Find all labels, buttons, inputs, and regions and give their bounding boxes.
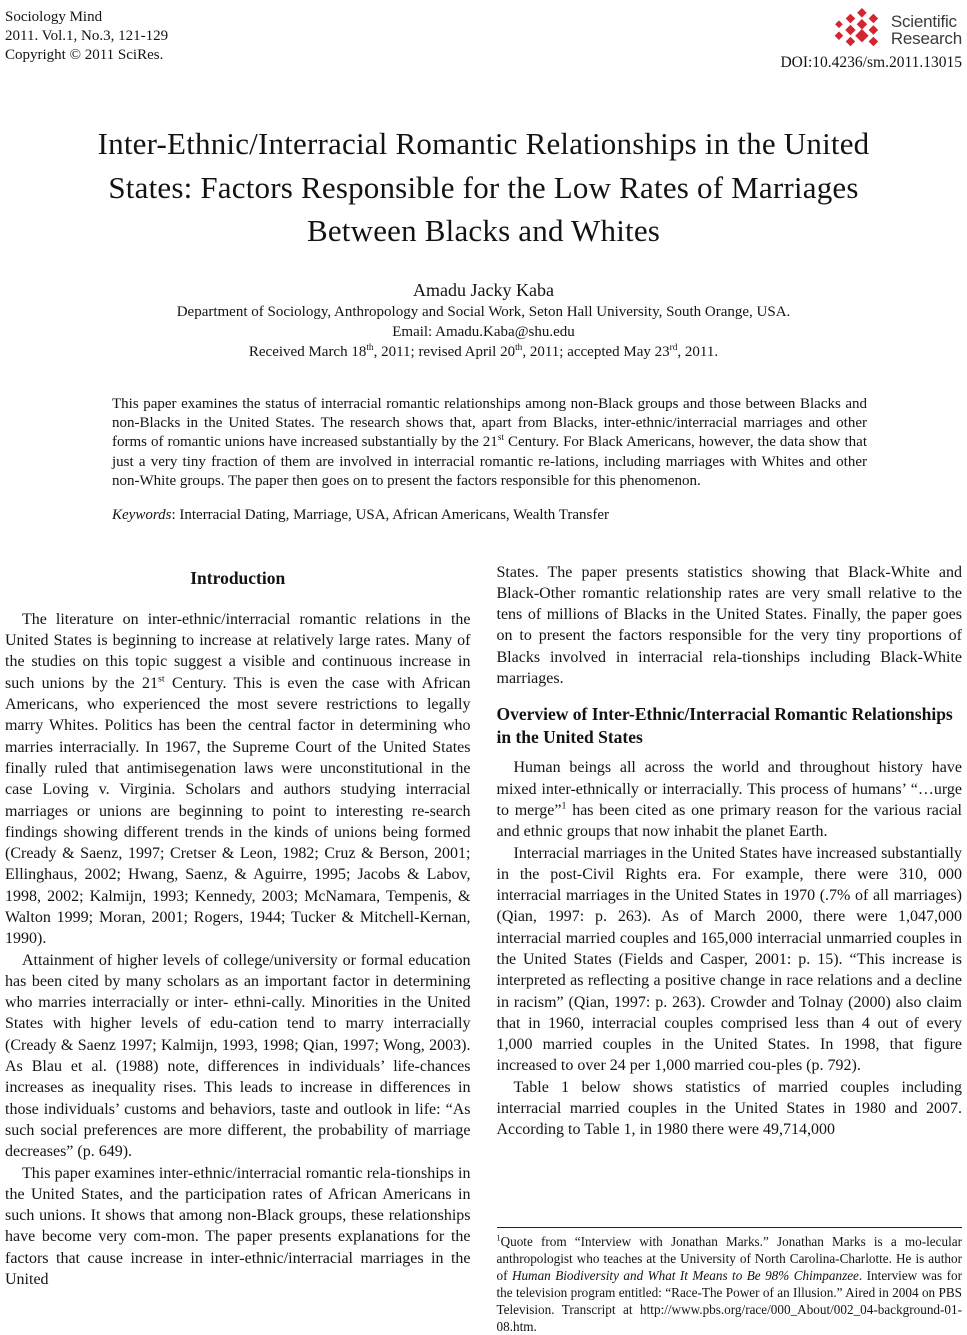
received-sup: rd bbox=[669, 342, 678, 353]
article-title bbox=[5, 122, 962, 253]
section-heading-overview: Overview of Inter-Ethnic/Interracial Romantic Relationships in the United States bbox=[496, 704, 953, 747]
paragraph: This paper examines inter-ethnic/interracial romantic rela-tionships in the United States, and the participation rates of African Americans in such unions. It shows that among non-Black groups, these relationships have become very com-mon. The paper presents explanations for the factors that cause increase in inter-ethnic/interracial marriages in the United bbox=[5, 1164, 471, 1289]
paragraph-text: Human beings all across the world and throughout history have mixed inter-ethnically or interracially. This process of humans’ “…urge to merge” bbox=[496, 759, 962, 819]
title-line-2: States: Factors Responsible for the Low Rates of Marriages bbox=[108, 169, 859, 205]
publisher-name bbox=[891, 13, 962, 47]
abstract-superscript: st bbox=[497, 433, 505, 444]
doi: DOI:10.4236/sm.2011.13015 bbox=[780, 54, 962, 71]
author-affiliation: Department of Sociology, Anthropology and Social Work, Seton Hall University, South Orange, USA. bbox=[176, 303, 791, 320]
abstract-text: This paper examines the status of interracial romantic relationships among non-Black groups and those between Blacks and non-Blacks in the United States. The research shows that, apart from Blacks, inter-ethnic/interracial marriages and other forms of romantic unions have increased substantially by the 21 bbox=[112, 395, 867, 451]
received-seg: , 2011; revised April 20 bbox=[373, 343, 516, 360]
received-dates bbox=[5, 342, 962, 362]
journal-info bbox=[5, 8, 168, 65]
received-sup: th bbox=[515, 342, 523, 353]
masthead-right bbox=[780, 8, 962, 72]
keywords-line bbox=[112, 507, 867, 524]
title-line-3: Between Blacks and Whites bbox=[306, 213, 661, 248]
journal-name: Sociology Mind bbox=[5, 9, 103, 25]
journal-issue: 2011. Vol.1, No.3, 121-129 bbox=[5, 28, 169, 44]
footnote-text: . Interview was for the television program entitled: “Race-The Power of an Illusion.” Aired in 2004 on PBS Television. Transcript at http://www.pbs.org/race/000_About/002_04-background-01-08.htm. bbox=[496, 1268, 962, 1334]
publisher-name-line1: Scientific bbox=[890, 12, 957, 31]
publisher-name-line2: Research bbox=[890, 29, 962, 48]
received-seg: , 2011; accepted May 23 bbox=[522, 343, 670, 360]
paragraph bbox=[5, 609, 471, 950]
paragraph bbox=[497, 757, 963, 842]
publisher-logo-block bbox=[834, 8, 962, 52]
paragraph-text: has been cited as one primary reason for the various racial and ethnic groups that now inhabit the planet Earth. bbox=[496, 801, 962, 841]
section-heading-introduction: Introduction bbox=[190, 567, 286, 588]
author-name: Amadu Jacky Kaba bbox=[413, 279, 554, 300]
article-body bbox=[5, 562, 962, 1335]
masthead bbox=[5, 8, 962, 72]
footnote bbox=[497, 1227, 963, 1335]
paragraph-continuation: States. The paper presents statistics showing that Black-White and Black-Other romantic relationship rates are very small relative to the tens of millions of Blacks in the United States. Finally, the paper goes on to present the factors responsible for the very tiny proportions of Blacks involved in interracial rela-tionships including Black-White marriages. bbox=[496, 563, 962, 688]
footnote-reference: 1 bbox=[561, 800, 567, 812]
footnote-marker: 1 bbox=[496, 1233, 501, 1243]
title-line-1: Inter-Ethnic/Interracial Romantic Relationships in the United bbox=[97, 126, 870, 161]
received-seg: , 2011. bbox=[677, 343, 719, 360]
right-column bbox=[497, 562, 963, 1335]
paragraph: Interracial marriages in the United States have increased substantially in the post-Civil Rights era. For example, there were 310, 000 interracial marriages in the United States in 1970 (.7% of all marriages) (Qian, 1997: p. 263). As of March 2000, there were 1,047,000 interracial married couples and 165,000 interracial unmarried couples in the United States (Fields and Casper, 2001: p. 15). “This increase is interpreted as reflecting a positive change in race relations and a decline in racism” (Qian, 1997: p. 263). Crowder and Tolnay (2000) also claim that in 1960, interracial couples comprised less than 4 out of every 1,000 married couples in the United States. In 1998, that figure increased to over 24 per 1,000 married cou-ples (p. 792). bbox=[496, 844, 962, 1075]
paragraph-superscript: st bbox=[157, 673, 165, 685]
paragraph: Table 1 below shows statistics of married couples including interracial married couples in the United States in 1980 and 2007. According to Table 1, in 1980 there were 49,714,000 bbox=[496, 1078, 962, 1139]
paragraph-text: The literature on inter-ethnic/interracial romantic relations in the United States is beginning to increase at relatively large rates. Many of the studies on this topic suggest a visible and continuous increase in such unions by the 21 bbox=[5, 610, 471, 692]
footnote-text: Quote from “Interview with Jonathan Marks.” Jonathan Marks is a mo-lecular anthropologist who teaches at the University of North Carolina-Charlotte. He is author of bbox=[496, 1234, 962, 1283]
paragraph: Attainment of higher levels of college/university or formal education has been cited by many scholars as an important factor in determining who marries interracially or inter- ethni-cally. Minorities in the United States with higher levels of edu-cation tend to marry interracially (Cready & Saenz 1997; Kalmijn, 1993, 1998; Qian, 1997; Wong, 2003). As Blau et al. (1988) note, differences in individuals’ life-chances increases as inequality rises. This leads to increase in differences in those individuals’ customs and behaviors, taste and outlook in life: “As such social preferences are more different, the probability of marriage decreases” (p. 649). bbox=[5, 951, 471, 1161]
keywords-list: : Interracial Dating, Marriage, USA, African Americans, Wealth Transfer bbox=[171, 506, 610, 523]
paragraph-text: Century. This is even the case with African Americans, who experienced the most severe restrictions to legally marry Whites. Politics has been the central factor in determining who marries interracially. In 1967, the Supreme Court of the United States finally ruled that antimisegenation laws were unconstitutional in the case Loving v. Virginia. Scholars and authors studying interracial marriages or unions are beginning to point to interesting re-search findings showing different trends in the kinds of unions being formed (Cready & Saenz, 1997; Cretser & Leon, 1982; Cruz & Berson, 2001; Ellinghaus, 2002; Hwang, Saenz, & Aguirre, 1995; Jacobs & Labov, 1998, 2002; Kalmijn, 1993; Kennedy, 2003; McNamara, Tempenis, & Walton 1999; Moran, 2001; Rogers, 1944; Tucker & Mitchell-Kernan, 1990). bbox=[5, 674, 471, 948]
keywords-label: Keywords bbox=[112, 506, 172, 523]
author-email: Email: Amadu.Kaba@shu.edu bbox=[392, 323, 575, 340]
byline bbox=[5, 278, 962, 362]
journal-copyright: Copyright © 2011 SciRes. bbox=[5, 47, 164, 63]
left-column bbox=[5, 562, 471, 1335]
abstract-text: Century. For Black Americans, however, the data show that just a very tiny fraction of them are involved in interracial romantic re-lations, including marriages with Whites and other non-White groups. The paper then goes on to present the factors responsible for this phenomenon. bbox=[112, 434, 867, 490]
received-seg: Received March 18 bbox=[248, 343, 367, 360]
scientific-research-logo-icon bbox=[834, 8, 886, 52]
received-sup: th bbox=[366, 342, 374, 353]
abstract bbox=[112, 395, 867, 492]
footnote-book-title: Human Biodiversity and What It Means to Be 98% Chimpanzee bbox=[511, 1268, 859, 1283]
